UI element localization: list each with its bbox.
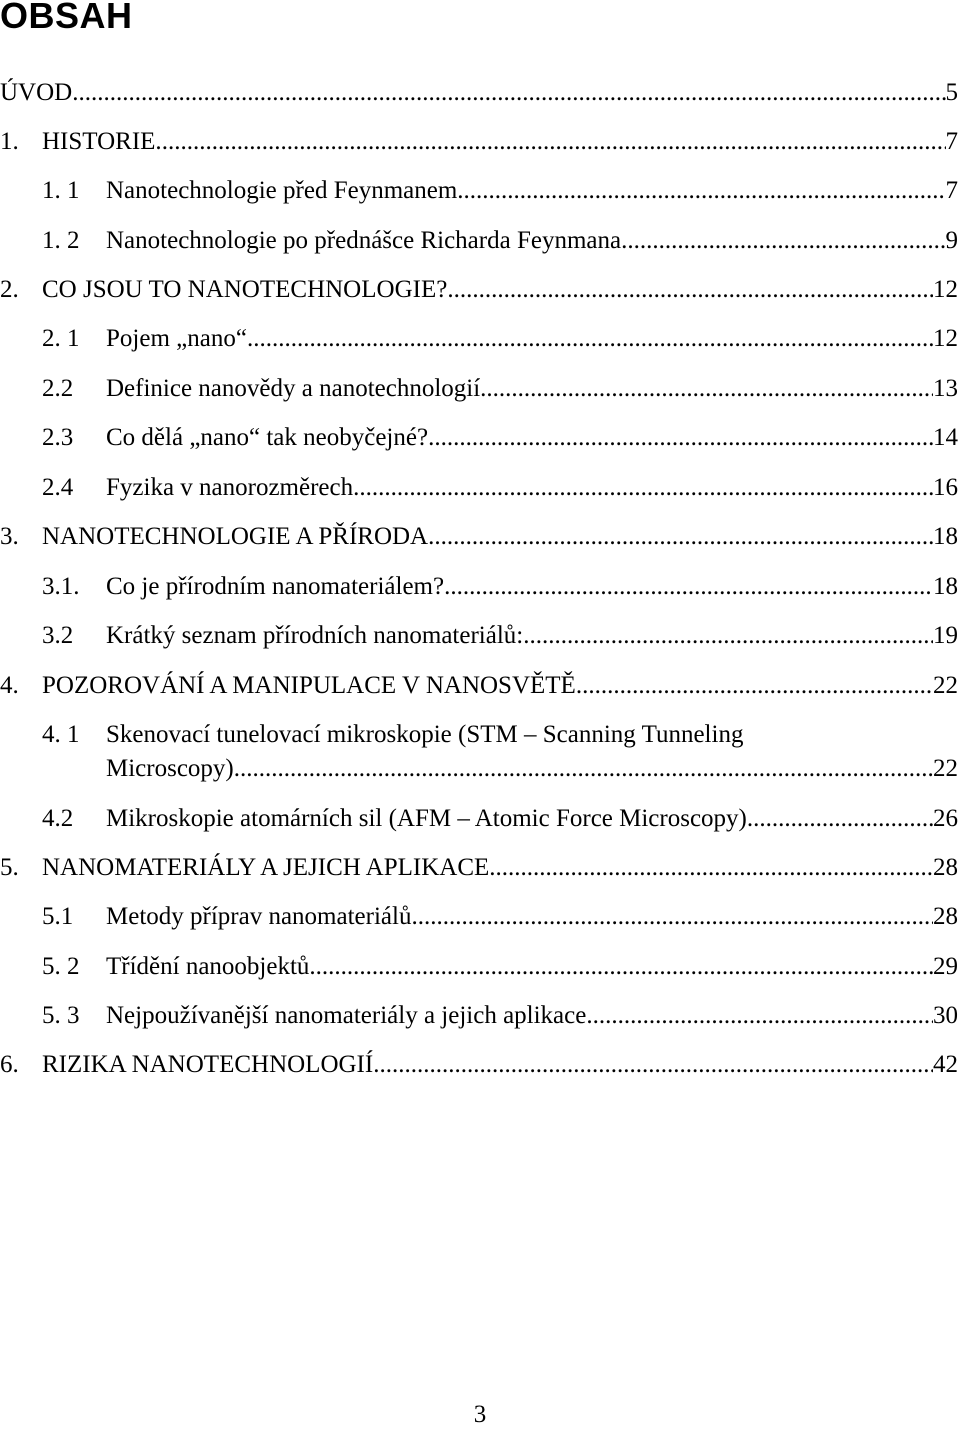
toc-leader-dots [576, 671, 933, 701]
toc-entry-page: 26 [933, 805, 958, 832]
toc-entry-number: 5.1 [42, 903, 74, 930]
toc-entry-number: 4. [0, 672, 19, 699]
toc-entry-title: Nejpoužívanější nanomateriály a jejich aplikace [106, 1002, 587, 1029]
toc-entry-3-1[interactable] [0, 572, 958, 602]
toc-leader-dots [373, 1050, 933, 1080]
page-number: 3 [473, 1401, 487, 1428]
toc-entry-page: 28 [933, 903, 958, 930]
toc-entry-title: Nanotechnologie po přednášce Richarda Feynmana [106, 227, 622, 254]
toc-entry-page: 16 [933, 474, 958, 501]
toc-leader-dots [523, 621, 933, 651]
toc-entry-5[interactable] [0, 853, 958, 883]
toc-entry-title: Co je přírodním nanomateriálem? [106, 573, 445, 600]
toc-leader-dots [309, 952, 933, 982]
toc-leader-dots [353, 473, 933, 503]
toc-entry-title: NANOMATERIÁLY A JEJICH APLIKACE [42, 854, 490, 881]
toc-entry-page: 14 [933, 424, 958, 451]
toc-entry-3[interactable] [0, 522, 958, 552]
toc-leader-dots [428, 522, 933, 552]
toc-entry-title: NANOTECHNOLOGIE A PŘÍRODA [42, 523, 429, 550]
toc-entry-5-2[interactable] [0, 952, 958, 982]
toc-entry-5-1[interactable] [0, 902, 958, 932]
toc-entry-title: POZOROVÁNÍ A MANIPULACE V NANOSVĚTĚ [42, 672, 576, 699]
toc-entry-2-1[interactable] [0, 324, 958, 354]
toc-entry-number: 2.4 [42, 474, 74, 501]
toc-entry-1-1[interactable] [0, 176, 958, 206]
toc-entry-number: 1. 1 [42, 177, 80, 204]
toc-leader-dots [464, 176, 946, 206]
toc-entry-4[interactable] [0, 671, 958, 701]
toc-entry-page: 18 [933, 523, 958, 550]
toc-entry-number: 2. 1 [42, 325, 80, 352]
toc-entry-title: Krátký seznam přírodních nanomateriálů: [106, 622, 524, 649]
toc-entry-title: RIZIKA NANOTECHNOLOGIÍ [42, 1051, 374, 1078]
toc-entry-page: 7 [945, 128, 958, 155]
toc-entry-page: 12 [933, 325, 958, 352]
toc-entry-page: 30 [933, 1002, 958, 1029]
toc-entry-2-4[interactable] [0, 473, 958, 503]
toc-leader-dots [447, 275, 933, 305]
toc-leader-dots [72, 78, 945, 108]
toc-entry-5-3[interactable] [0, 1001, 958, 1031]
toc-entry-page: 12 [933, 276, 958, 303]
toc-entry-6[interactable] [0, 1050, 958, 1080]
toc-entry-3-2[interactable] [0, 621, 958, 651]
toc-entry-page: 7 [945, 177, 958, 204]
toc-entry-1-2[interactable] [0, 226, 958, 256]
toc-entry-title: Třídění nanoobjektů [106, 953, 310, 980]
toc-leader-dots [586, 1001, 933, 1031]
toc-leader-dots [480, 374, 933, 404]
toc-entry-page: 5 [945, 79, 958, 106]
toc-entry-number: 2.2 [42, 375, 74, 402]
toc-leader-dots [247, 324, 933, 354]
toc-entry-title-continued: Microscopy) [106, 755, 234, 782]
toc-entry-number: 2.3 [42, 424, 74, 451]
toc-entry-title: CO JSOU TO NANOTECHNOLOGIE? [42, 276, 448, 303]
toc-entry-page: 29 [933, 953, 958, 980]
toc-entry-page: 18 [933, 573, 958, 600]
toc-leader-dots [411, 902, 933, 932]
toc-entry-title: Metody příprav nanomateriálů [106, 903, 412, 930]
toc-entry-2-2[interactable] [0, 374, 958, 404]
toc-entry-number: 3. [0, 523, 19, 550]
toc-leader-dots [747, 804, 933, 834]
toc-entry-title: ÚVOD [0, 79, 73, 106]
toc-entry-number: 6. [0, 1051, 19, 1078]
toc-entry-title: Co dělá „nano“ tak neobyčejné? [106, 424, 429, 451]
toc-entry-title: Skenovací tunelovací mikroskopie (STM – Scanning Tunneling [106, 721, 744, 748]
toc-entry-page: 19 [933, 622, 958, 649]
toc-entry-number: 1. 2 [42, 227, 80, 254]
toc-entry-2-3[interactable] [0, 423, 958, 453]
toc-entry-page: 22 [933, 755, 958, 782]
toc-entry-page: 28 [933, 854, 958, 881]
toc-leader-dots [444, 572, 933, 602]
toc-entry-title: Nanotechnologie před Feynmanem. [106, 177, 464, 204]
toc-leader-dots [162, 127, 946, 157]
toc-entry-number: 3.2 [42, 622, 74, 649]
toc-heading: OBSAH [0, 0, 133, 36]
toc-entry-page: 13 [933, 375, 958, 402]
toc-entry-uvod[interactable] [0, 78, 958, 108]
toc-entry-number: 3.1. [42, 573, 80, 600]
toc-leader-dots [234, 754, 933, 784]
toc-entry-4-1[interactable] [0, 720, 958, 790]
toc-entry-page: 42 [933, 1051, 958, 1078]
toc-entry-4-2[interactable] [0, 804, 958, 834]
toc-entry-number: 5. 2 [42, 953, 80, 980]
toc-entry-title: Definice nanovědy a nanotechnologií [106, 375, 481, 402]
toc-entry-number: 5. 3 [42, 1002, 80, 1029]
toc-entry-number: 4. 1 [42, 721, 80, 748]
toc-entry-number: 4.2 [42, 805, 74, 832]
toc-entry-page: 22 [933, 672, 958, 699]
toc-entry-1[interactable] [0, 127, 958, 157]
toc-entry-title: Mikroskopie atomárních sil (AFM – Atomic Force Microscopy) [106, 805, 747, 832]
toc-leader-dots [489, 853, 933, 883]
toc-leader-dots [621, 226, 945, 256]
toc-entry-title: Pojem „nano“ [106, 325, 247, 352]
toc-entry-page: 9 [945, 227, 958, 254]
toc-entry-number: 5. [0, 854, 19, 881]
toc-entry-title: Fyzika v nanorozměrech [106, 474, 354, 501]
toc-entry-2[interactable] [0, 275, 958, 305]
toc-leader-dots [428, 423, 933, 453]
toc-entry-title: HISTORIE. [42, 128, 162, 155]
toc-entry-number: 1. [0, 128, 19, 155]
toc-entry-number: 2. [0, 276, 19, 303]
